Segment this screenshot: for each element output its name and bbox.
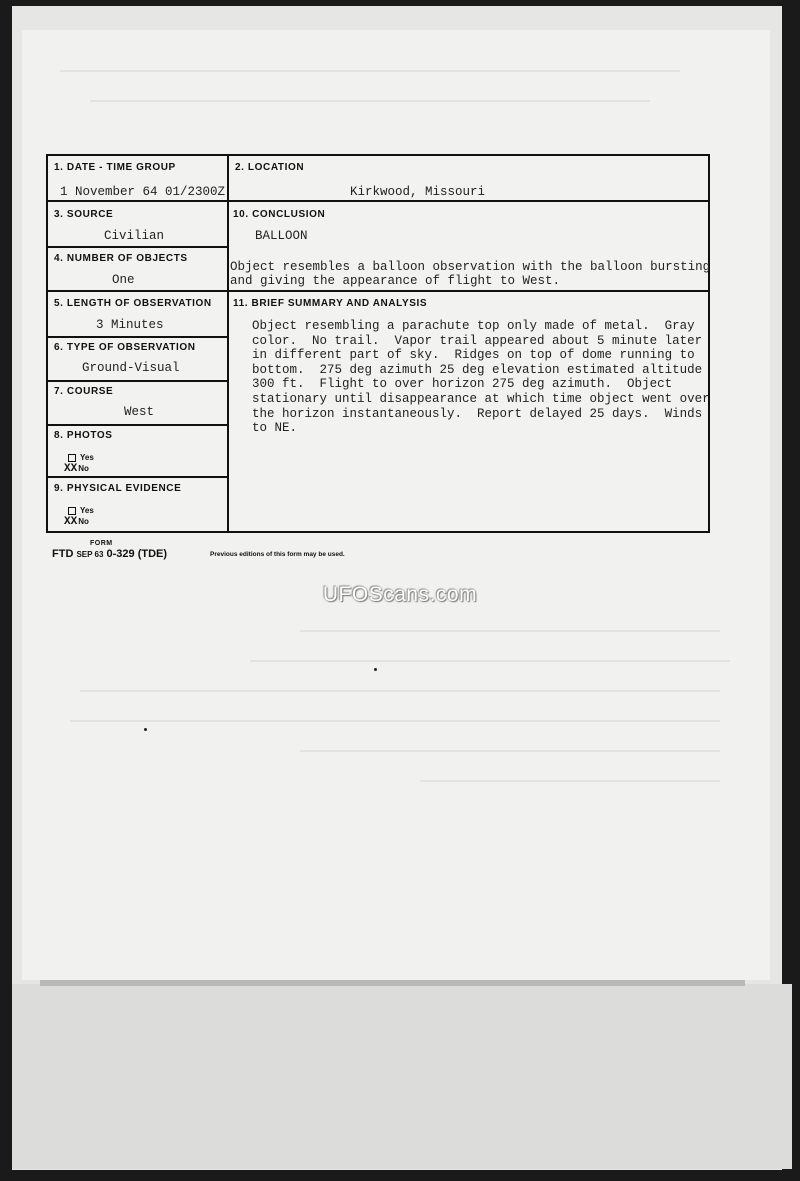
form-word: FORM <box>90 540 113 547</box>
course-label: 7. COURSE <box>54 386 114 397</box>
bleed-through-line <box>80 690 720 692</box>
number-of-objects-value: One <box>112 273 135 287</box>
bleed-through-line <box>250 660 730 662</box>
physical-evidence-no-label: No <box>78 517 89 526</box>
row-divider <box>48 246 227 248</box>
location-value: Kirkwood, Missouri <box>350 185 486 199</box>
bleed-through-line <box>300 630 720 632</box>
date-time-value: 1 November 64 01/2300Z <box>60 185 226 199</box>
row-divider <box>48 424 227 426</box>
form-code-agency: FTD <box>52 548 74 560</box>
conclusion-detail-1: Object resembles a balloon observation with the balloon bursting <box>230 260 711 274</box>
photos-no-label: No <box>78 464 89 473</box>
row-divider <box>48 476 227 478</box>
ink-speck <box>374 668 377 671</box>
source-value: Civilian <box>104 229 165 243</box>
row-divider <box>48 290 708 292</box>
row-divider <box>48 200 708 202</box>
bleed-through-line <box>420 780 720 782</box>
conclusion-value: BALLOON <box>255 229 308 243</box>
photos-no-mark: XX <box>64 463 78 475</box>
conclusion-label: 10. CONCLUSION <box>233 209 326 220</box>
bleed-through-line <box>60 70 680 72</box>
source-label: 3. SOURCE <box>54 209 114 220</box>
physical-evidence-yes-label: Yes <box>80 506 94 515</box>
photos-yes-option <box>68 453 94 462</box>
row-divider <box>48 380 227 382</box>
length-of-observation-value: 3 Minutes <box>96 318 164 332</box>
number-of-objects-label: 4. NUMBER OF OBJECTS <box>54 253 188 264</box>
length-of-observation-label: 5. LENGTH OF OBSERVATION <box>54 298 212 309</box>
physical-evidence-label: 9. PHYSICAL EVIDENCE <box>54 483 182 494</box>
report-form <box>46 154 710 533</box>
summary-line-5: 300 ft. Flight to over horizon 275 deg azimuth. Object <box>252 377 673 392</box>
conclusion-detail-2: and giving the appearance of flight to West. <box>230 274 561 288</box>
type-of-observation-label: 6. TYPE OF OBSERVATION <box>54 342 196 353</box>
previous-editions-note: Previous editions of this form may be used. <box>210 551 345 558</box>
type-of-observation-value: Ground-Visual <box>82 361 180 375</box>
row-divider <box>48 336 227 338</box>
summary-line-8: to NE. <box>252 421 298 436</box>
course-value: West <box>124 405 155 419</box>
date-time-label: 1. DATE - TIME GROUP <box>54 162 176 173</box>
bleed-through-line <box>70 720 720 722</box>
photos-yes-label: Yes <box>80 453 94 462</box>
summary-label: 11. BRIEF SUMMARY AND ANALYSIS <box>233 298 428 309</box>
summary-line-4: bottom. 275 deg azimuth 25 deg elevation estimated altitude <box>252 362 703 377</box>
summary-line-3: in different part of sky. Ridges on top of dome running to <box>252 348 695 363</box>
bottom-rule <box>40 980 745 986</box>
form-code-number: 0-329 (TDE) <box>106 548 168 560</box>
form-code-date: SEP 63 <box>76 550 104 559</box>
ink-speck <box>144 728 147 731</box>
physical-evidence-yes-option <box>68 506 94 515</box>
bleed-through-line <box>90 100 650 102</box>
paper-lower <box>12 984 792 1169</box>
physical-evidence-yes-checkbox <box>68 507 76 515</box>
summary-line-2: color. No trail. Vapor trail appeared about 5 minute later <box>252 333 703 348</box>
location-label: 2. LOCATION <box>235 162 305 173</box>
form-code <box>52 548 167 560</box>
bleed-through-line <box>300 750 720 752</box>
photos-label: 8. PHOTOS <box>54 430 113 441</box>
watermark: UFOScans.com <box>322 583 478 606</box>
physical-evidence-no-option <box>64 516 89 528</box>
summary-line-1: Object resembling a parachute top only made of metal. Gray <box>252 319 695 333</box>
summary-line-7: the horizon instantaneously. Report delayed 25 days. Winds <box>252 406 703 421</box>
physical-evidence-no-mark: XX <box>64 516 78 528</box>
column-divider <box>227 156 229 531</box>
photos-no-option <box>64 463 89 475</box>
photos-yes-checkbox <box>68 454 76 462</box>
summary-line-6: stationary until disappearance at which time object went over <box>252 392 710 406</box>
